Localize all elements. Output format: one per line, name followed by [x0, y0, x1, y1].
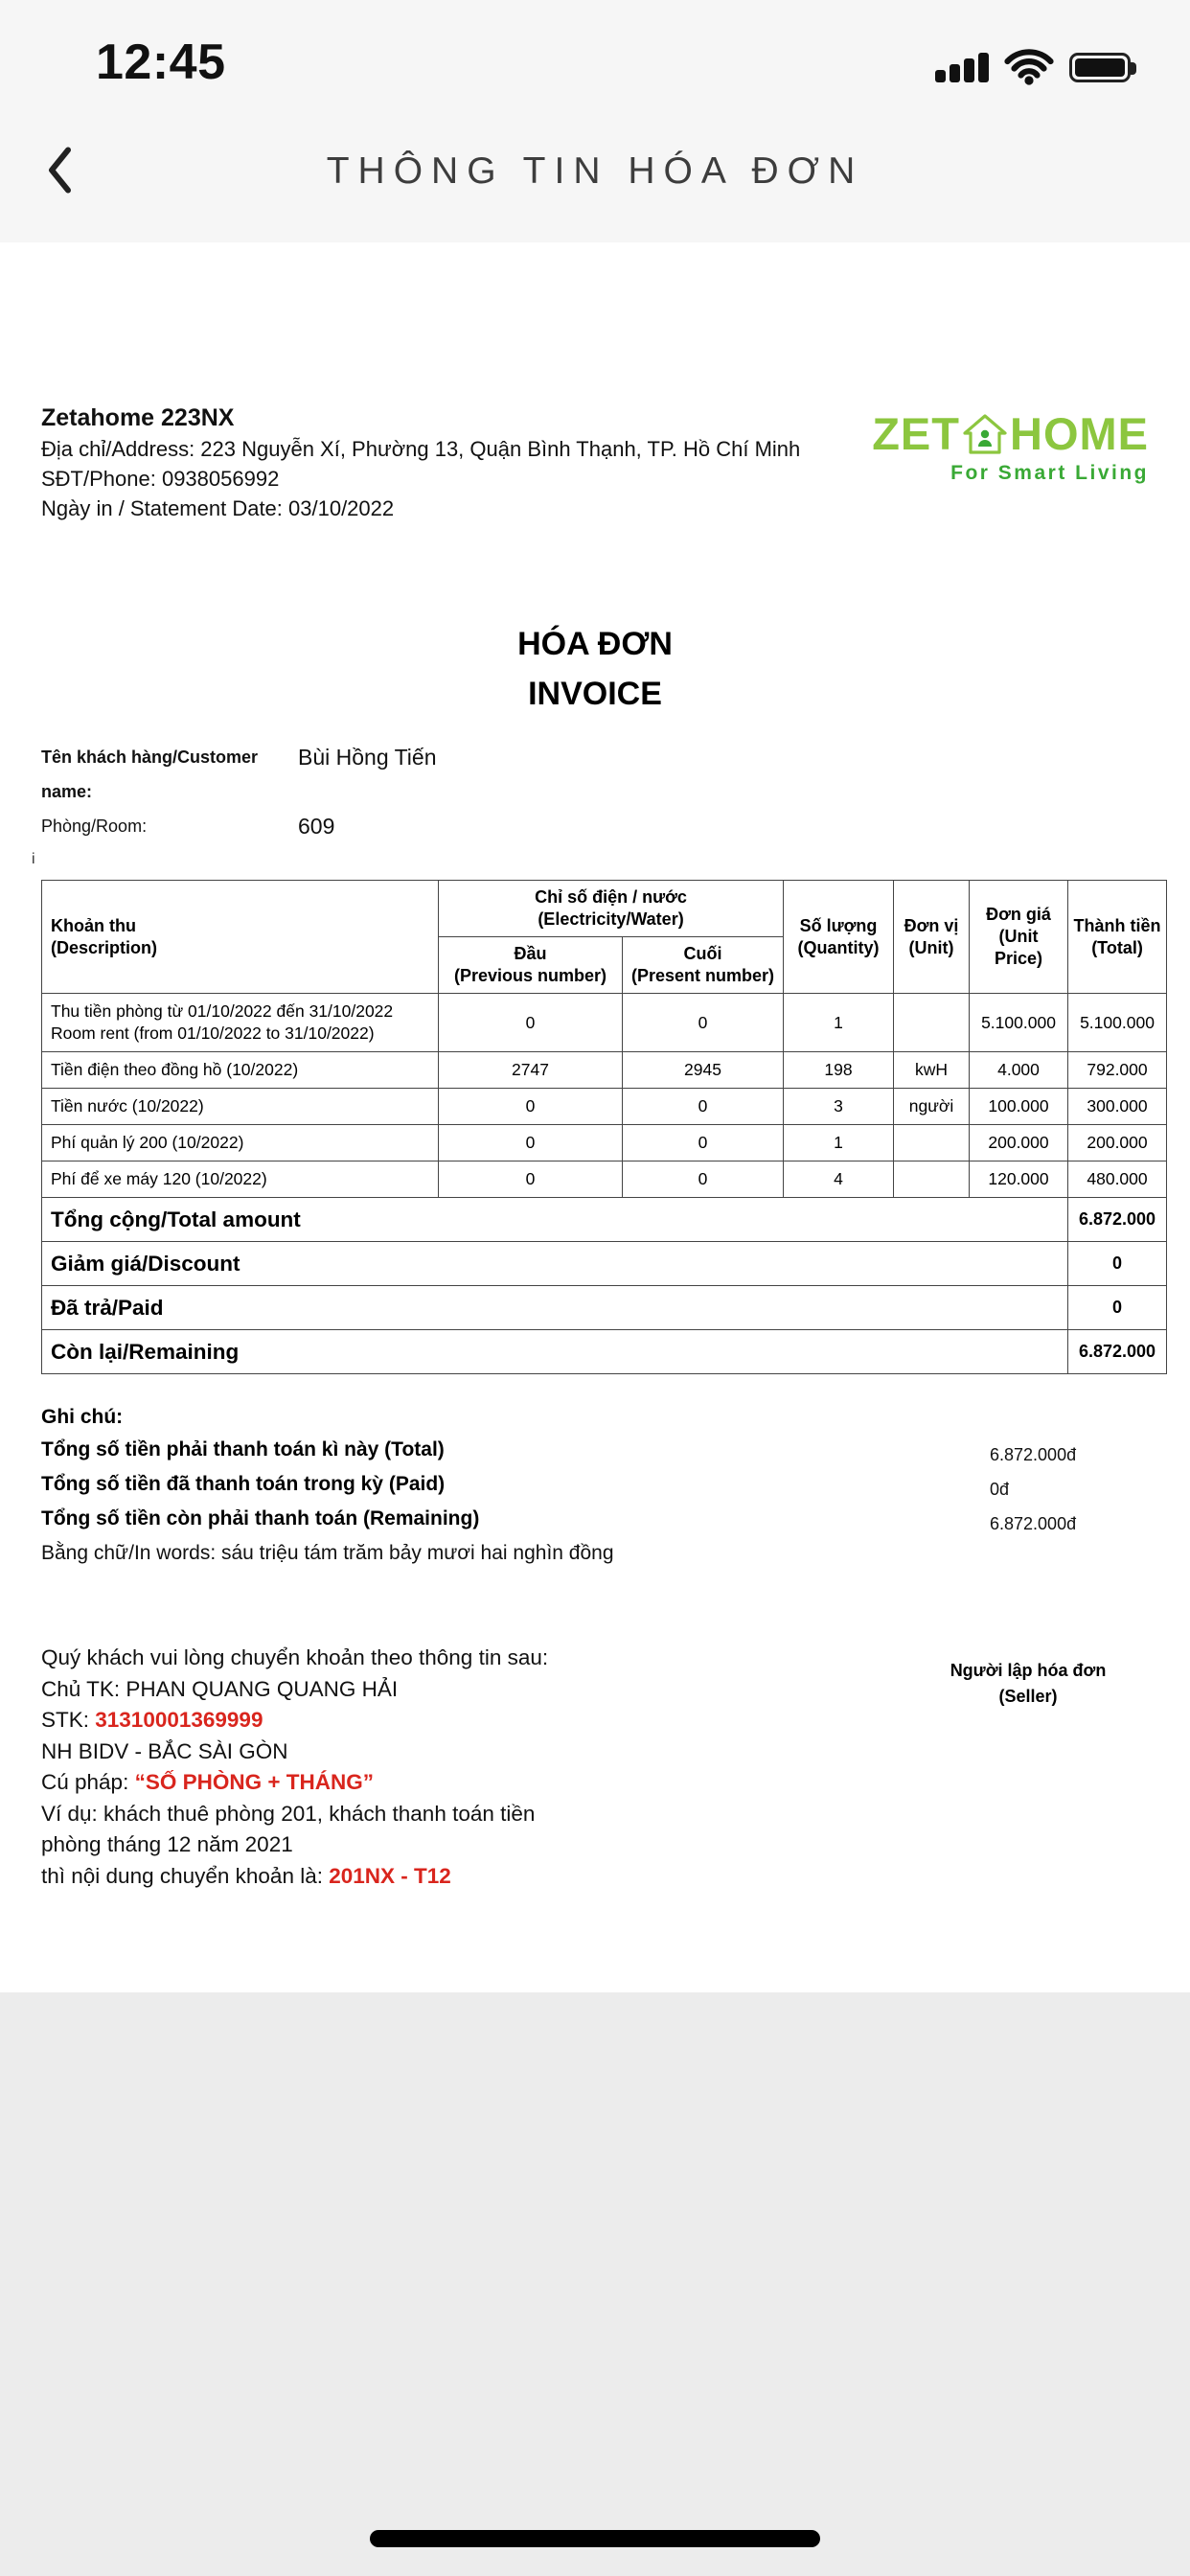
- battery-fill: [1075, 58, 1125, 77]
- invoice-title-vi: HÓA ĐƠN: [517, 626, 673, 662]
- house-icon: [963, 413, 1007, 455]
- page-title: THÔNG TIN HÓA ĐƠN: [326, 150, 864, 192]
- cell-previous: 0: [439, 1125, 623, 1162]
- col-header-unit-price: Đơn giá (Unit Price): [970, 881, 1068, 994]
- customer-name-label: Tên khách hàng/Customer name:: [41, 748, 259, 801]
- summary-row-paid: [42, 1286, 1167, 1330]
- summary-value: 0: [1068, 1242, 1167, 1286]
- stk-value: 31310001369999: [95, 1708, 263, 1732]
- cell-unit: người: [894, 1089, 970, 1125]
- cellular-signal-icon: [935, 52, 989, 82]
- cell-previous: 0: [439, 1162, 623, 1198]
- col-header-unit: Đơn vị (Unit): [894, 881, 970, 994]
- col-header-present: Cuối (Present number): [623, 937, 784, 994]
- table-row: [42, 1089, 1167, 1125]
- invoice-document: [0, 242, 1190, 1992]
- cell-present: 0: [623, 994, 784, 1052]
- stk-label: STK:: [41, 1708, 96, 1732]
- cell-present: 0: [623, 1089, 784, 1125]
- cell-description: Tiền nước (10/2022): [42, 1089, 439, 1125]
- page-background-filler: [0, 1992, 1190, 2576]
- payment-intro: Quý khách vui lòng chuyển khoản theo thông tin sau:: [41, 1645, 549, 1669]
- company-name: Zetahome 223NX: [41, 404, 235, 431]
- summary-label: Tổng cộng/Total amount: [42, 1198, 1068, 1242]
- summary-row-total-amount: [42, 1198, 1167, 1242]
- home-indicator[interactable]: [370, 2530, 820, 2547]
- transfer-label: thì nội dung chuyển khoản là:: [41, 1863, 330, 1888]
- top-chrome: [0, 0, 1190, 242]
- battery-nub: [1131, 62, 1136, 75]
- cell-quantity: 198: [784, 1052, 894, 1089]
- customer-info: [32, 740, 1149, 870]
- note-remaining-row: [41, 1503, 1149, 1537]
- cell-total: 480.000: [1068, 1162, 1167, 1198]
- summary-label: Giảm giá/Discount: [42, 1242, 1068, 1286]
- seller-label-vi: Người lập hóa đơn: [950, 1661, 1107, 1680]
- company-phone: SĐT/Phone: 0938056992: [41, 467, 280, 491]
- note-label: Tổng số tiền còn phải thanh toán (Remaining): [41, 1507, 480, 1530]
- logo-wordmark: [872, 407, 1149, 460]
- cell-present: 0: [623, 1125, 784, 1162]
- seller-label-en: (Seller): [998, 1687, 1058, 1706]
- col-header-total: Thành tiền (Total): [1068, 881, 1167, 994]
- example-line-1: Ví dụ: khách thuê phòng 201, khách thanh toán tiền: [41, 1801, 536, 1826]
- syntax-line: [41, 1767, 1149, 1799]
- cell-previous: 2747: [439, 1052, 623, 1089]
- cell-previous: 0: [439, 1089, 623, 1125]
- syntax-value: “SỐ PHÒNG + THÁNG”: [134, 1770, 374, 1794]
- cell-unit-price: 5.100.000: [970, 994, 1068, 1052]
- cell-unit: [894, 994, 970, 1052]
- cell-present: 0: [623, 1162, 784, 1198]
- room-value: 609: [298, 814, 335, 839]
- cell-quantity: 4: [784, 1162, 894, 1198]
- table-row: [42, 1125, 1167, 1162]
- seller-signature-block: [884, 1658, 1172, 1710]
- amount-in-words: Bằng chữ/In words: sáu triệu tám trăm bảy mươi hai nghìn đồng: [41, 1542, 614, 1564]
- wifi-icon: [1004, 49, 1054, 85]
- note-value: 6.872.000đ: [990, 1445, 1077, 1464]
- status-bar: [0, 0, 1190, 101]
- room-row: [41, 809, 1149, 843]
- notes-heading: Ghi chú:: [41, 1406, 124, 1428]
- lower-section: [41, 1643, 1149, 1892]
- cell-description: Phí để xe máy 120 (10/2022): [42, 1162, 439, 1198]
- cell-unit: [894, 1125, 970, 1162]
- transfer-value: 201NX - T12: [329, 1863, 451, 1888]
- col-header-quantity: Số lượng (Quantity): [784, 881, 894, 994]
- summary-value: 6.872.000: [1068, 1198, 1167, 1242]
- note-value: 6.872.000đ: [990, 1514, 1077, 1533]
- cell-total: 5.100.000: [1068, 994, 1167, 1052]
- cell-quantity: 1: [784, 1125, 894, 1162]
- cell-total: 200.000: [1068, 1125, 1167, 1162]
- stray-char: i: [32, 851, 35, 867]
- example-line-2: phòng tháng 12 năm 2021: [41, 1832, 293, 1856]
- syntax-label: Cú pháp:: [41, 1770, 135, 1794]
- col-header-description: Khoản thu (Description): [42, 881, 439, 994]
- company-info: [41, 402, 800, 523]
- note-label: Tổng số tiền đã thanh toán trong kỳ (Paid): [41, 1473, 446, 1495]
- cell-unit-price: 200.000: [970, 1125, 1068, 1162]
- invoice-header: [41, 402, 1149, 523]
- status-time: 12:45: [96, 34, 226, 90]
- table-row: [42, 1052, 1167, 1089]
- transfer-content-line: [41, 1861, 1149, 1893]
- note-paid-row: [41, 1468, 1149, 1503]
- cell-unit-price: 120.000: [970, 1162, 1068, 1198]
- summary-row-discount: [42, 1242, 1167, 1286]
- cell-unit: kwH: [894, 1052, 970, 1089]
- logo-text-zet: ZET: [872, 408, 960, 459]
- cell-description: Tiền điện theo đồng hồ (10/2022): [42, 1052, 439, 1089]
- cell-present: 2945: [623, 1052, 784, 1089]
- customer-name-row: [41, 740, 1149, 809]
- battery-icon: [1069, 53, 1131, 82]
- summary-value: 0: [1068, 1286, 1167, 1330]
- invoice-title-en: INVOICE: [528, 676, 662, 712]
- account-holder: Chủ TK: PHAN QUANG QUANG HẢI: [41, 1676, 399, 1701]
- room-label: Phòng/Room:: [41, 816, 148, 836]
- summary-label: Đã trả/Paid: [42, 1286, 1068, 1330]
- cell-quantity: 3: [784, 1089, 894, 1125]
- summary-value: 6.872.000: [1068, 1330, 1167, 1374]
- logo-tagline: For Smart Living: [950, 462, 1149, 484]
- col-header-meter-group: Chỉ số điện / nước (Electricity/Water): [439, 881, 784, 937]
- bank-name: NH BIDV - BẮC SÀI GÒN: [41, 1738, 288, 1763]
- cell-previous: 0: [439, 994, 623, 1052]
- note-label: Tổng số tiền phải thanh toán kì này (Total): [41, 1438, 445, 1460]
- invoice-table: [41, 880, 1167, 1374]
- cell-quantity: 1: [784, 994, 894, 1052]
- status-icons: [935, 49, 1140, 91]
- cell-description: Thu tiền phòng từ 01/10/2022 đến 31/10/2022 Room rent (from 01/10/2022 to 31/10/2022): [42, 994, 439, 1052]
- notes-section: [41, 1401, 1149, 1570]
- cell-unit-price: 100.000: [970, 1089, 1068, 1125]
- cell-total: 792.000: [1068, 1052, 1167, 1089]
- zetahome-logo: [872, 407, 1149, 485]
- note-total-row: [41, 1434, 1149, 1468]
- table-row: [42, 1162, 1167, 1198]
- cell-total: 300.000: [1068, 1089, 1167, 1125]
- summary-row-remaining: [42, 1330, 1167, 1374]
- cell-unit: [894, 1162, 970, 1198]
- invoice-title: [41, 619, 1149, 719]
- company-address: Địa chỉ/Address: 223 Nguyễn Xí, Phường 13, Quận Bình Thạnh, TP. Hồ Chí Minh: [41, 437, 801, 461]
- nav-bar: [0, 101, 1190, 242]
- customer-name-value: Bùi Hồng Tiến: [298, 745, 437, 770]
- logo-text-home: HOME: [1010, 408, 1149, 459]
- cell-description: Phí quản lý 200 (10/2022): [42, 1125, 439, 1162]
- col-header-previous: Đầu (Previous number): [439, 937, 623, 994]
- note-value: 0đ: [990, 1480, 1010, 1499]
- statement-date: Ngày in / Statement Date: 03/10/2022: [41, 496, 395, 520]
- cell-unit-price: 4.000: [970, 1052, 1068, 1089]
- table-row: [42, 994, 1167, 1052]
- summary-label: Còn lại/Remaining: [42, 1330, 1068, 1374]
